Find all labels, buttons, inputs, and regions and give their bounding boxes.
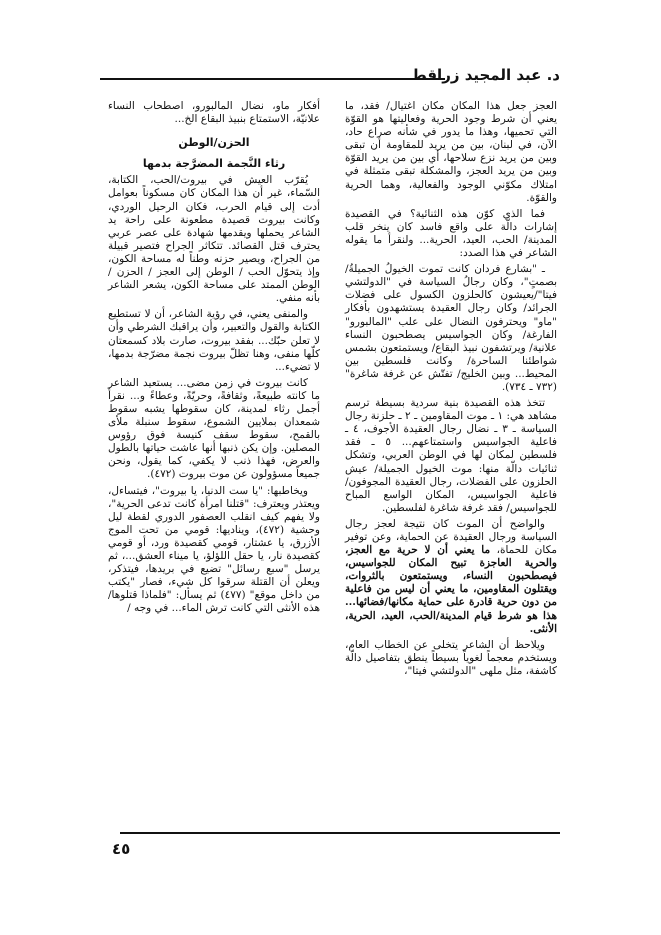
paragraph: أفكار ماو، نضال المالبورو، اصطحاب النساء علانيّة، الاستمتاع بنبيذ البقاع الخ... xyxy=(108,100,320,126)
paragraph xyxy=(345,518,557,636)
running-header xyxy=(100,66,560,88)
section-heading: الحزن/الوطن xyxy=(178,136,250,150)
page-number: ٤٥ xyxy=(112,840,131,858)
emphasized-text: ما يعني أن لا حرية مع العجز، والحرية العاجزة تبيح المكان للجواسيس، فيصطحبون النساء، ويستمتعون بالثروات، ويقتلون المقاومين، ما يعني أن ليس من فاعلية من دون حرية قادرة على حماية مكانها/فضائها... هذا هو شرط قيام المدينة/الحب، العيد، الحرية، الأنثى. xyxy=(345,544,557,635)
section-subheading: رثاء النَّجمة المضرَّجة بدمها xyxy=(142,157,286,171)
paragraph: يُقرّب العيش في بيروت/الحب، الكتابة، السّماء، غير أن هذا المكان كان مسكوناً بعوامل أدت إلى قيام الحرب، فكان الرحيل الوردي، وكانت بيروت قصيدة مطعونة على راحة يد الشاعر يحملها ويقدمها شهادة على عصر عربي يحترف قتل القصائد. تتكاثر الجراح فتصير قبيلة من الجراح، ويصير حزنه وطناً له مساحة الكون، وإذ يتحوّل الحب / الوطن إلى العجز / الحزن / الوطن الممتد على مساحة الكون، يشعر الشاعر بأنه منفي. xyxy=(108,174,320,305)
paragraph: العجز جعل هذا المكان مكان اغتيال/ فقد، ما يعني أن شرط وجود الحرية وفعاليتها هو القوّة التي تحميها، وهذا ما يدور في شأنه صراع حاد، الآن، في لبنان، بين من يريد للمقاومة أن تبقى وبين من يريد نزع سلاحها، أي بين من يريد القوّة وبين من يريد العجز، والمشكلة تبقى متمثلة في امتلاك مكوّني الوجود والفعالية، وهما الحرية والقوّة. xyxy=(345,100,557,204)
paragraph: ويخاطبها: "يا ست الدنيا، يا بيروت"، فيتساءل، ويعتذر ويعترف: "قتلنا امرأة كانت تدعى الحرية"، ولا يفهم كيف انقلب العصفور الدوري لقطة ليل وحشية (٤٧٢)، ويناديها: قومي من تحت الموج الأزرق، يا عشتار، قومي كقصيدة ورد، أو قومي كقصيدة نار، يا حقل اللؤلؤ، يا ميناء العشق...، ثم يرسل "سبع رسائل" تضيع في بريدها، فيتذكر، ويعلن أن القتلة سرقوا كل شيء، فصار "يكتب من داخل موقع" (٤٧٧) ثم يسأل: "فلماذا قتلوها/ هذه الأنثى التي كانت ترش الماء... في وجه / xyxy=(108,484,321,615)
footer-rule xyxy=(120,832,560,834)
paragraph: تتخذ هذه القصيدة بنية سردية بسيطة ترسم مشاهد هي: ١ ـ موت المقاومين ـ ٢ ـ حلزنة رجال السياسة ـ ٣ ـ نضال رجال العقيدة الأجوف، ٤ ـ فاعلية الجواسيس واستمتاعهم... ٥ ـ فقد فلسطين لمكان لها في الوطن العربي، وتشكل ثنائيات دالّة منها: موت الخيول الجميلة/ عيش الحلزون على الفضلات، رجال العقيدة المجوفون/ فاعلية الجواسيس، المكان الواسع المباح للجواسيس/ فقد غرفة شاغرة لفلسطين. xyxy=(345,397,558,514)
paragraph: فما الذي كوّن هذه الثنائية؟ في القصيدة إشارات دالّة على واقع فاسد كان ينخر قلب المدينة/ الحب، العيد، الحرية... ولنقرأ ما يقوله الشاعر في هذا الصدد: xyxy=(345,207,557,260)
left-column xyxy=(108,100,320,618)
author-name: د. عبد المجيد زراقط xyxy=(411,66,560,84)
quote-paragraph: ـ "بشارع فردان كانت تموت الخيولُ الجميلةُ/ بصمتٍ"، وكان رجالُ السياسة في "الدولتشي فيتا"/يعيشون كالحلزون الكسول على فضلات الجرائد/ وكان رجال العقيدة يستشهدون بأفكار "ماو" ويحترفون النضال على علب "المالبورو" الفارغة/ وكان الجواسيس يصطحبون النساء علانية/ ويرتشفون نبيذ البقاع/ ويستمتعون بشمس شواطئنا الساحرة/ وكانت فلسطين بين المحيط... وبين الخليج/ تفتّش عن غرفة شاغرة" (٧٣٢ ـ ٧٣٤). xyxy=(345,263,557,393)
paragraph: والمنفى يعني، في رؤية الشاعر، أن لا تستطيع الكتابة والقول والتعبير، وأن يراقبك الشرطي وأن لا تعلن حبّك... بفقد بيروت، صارت بلاد كسمعتان كلّها منفى، وهنا تظلّ بيروت نجمة مضرّجة بدمها، لا تضيء... xyxy=(108,308,320,373)
header-rule xyxy=(100,78,445,80)
paragraph: ويلاحظ أن الشاعر يتخلى عن الخطاب العام، ويستخدم معجماً لغوياً بسيطاً ينطق بتفاصيل دالّة كاشفة، مثل ملهى "الدولتشي فيتا"، xyxy=(345,638,557,677)
right-column xyxy=(345,100,557,681)
paragraph-text: والواضح أن الموت كان نتيجة لعجز رجال السياسة ورجال العقيدة عن الحماية، وعن توفير مكان للحماة، xyxy=(345,517,557,557)
paragraph: كانت بيروت في زمن مضى... يستعيد الشاعر ما كانته طبيعةً، وثقافةً، وحريّةً، وعطاءً و... نقرأ أجمل رثاء لمدينة، كان سقوطها يشبه سقوط شمعدان بملايين الشموع، سقوط سنبلة ملأى بالقمح، سقوط سقف كنيسة فوق رؤوس المصلين. وإن يكن ذنبها أنها عاشت حياتها بالطول والعرض، فهذا ذنب لا يكفي، كما يقول، ونحن جميعاً مسؤولون عن موت بيروت (٤٧٢). xyxy=(108,376,320,481)
